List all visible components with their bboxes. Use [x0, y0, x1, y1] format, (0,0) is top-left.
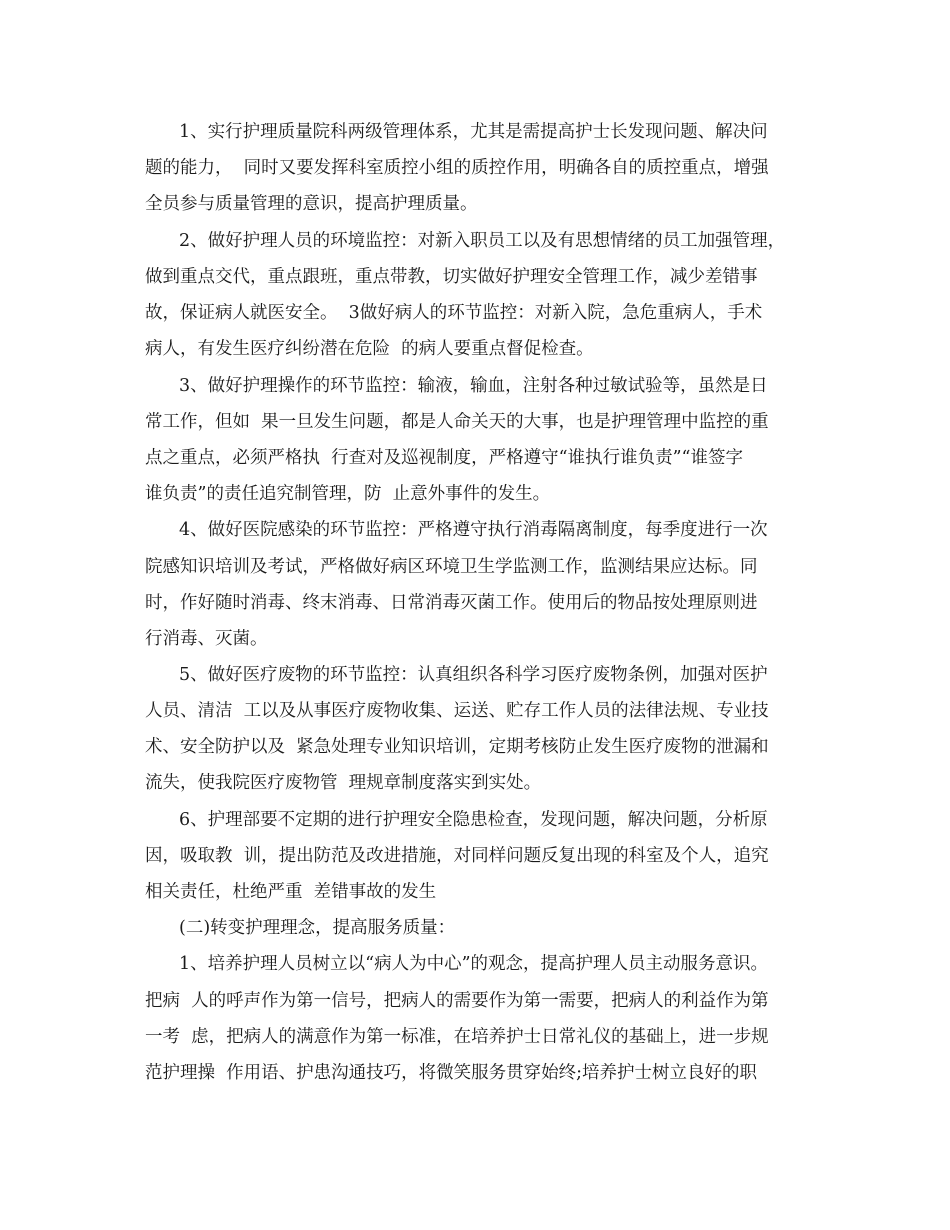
paragraph-line: 人员、清洁 工以及从事医疗废物收集、运送、贮存工作人员的法律法规、专业技: [145, 701, 769, 721]
paragraph-line: 院感知识培训及考试，严格做好病区环境卫生学监测工作，监测结果应达标。同: [145, 557, 758, 577]
paragraph-line: 1、实行护理质量院科两级管理体系，尤其是需提高护士长发现问题、解决问: [179, 122, 768, 142]
paragraph-line: 5、做好医疗废物的环节监控：认真组织各科学习医疗废物条例，加强对医护: [179, 665, 768, 685]
paragraph-line: 故，保证病人就医安全。 3做好病人的环节监控：对新入院，急危重病人，手术: [145, 303, 763, 323]
paragraph-line: 把病 人的呼声作为第一信号，把病人的需要作为第一需要，把病人的利益作为第: [145, 991, 769, 1011]
paragraph-line: 范护理操 作用语、护患沟通技巧，将微笑服务贯穿始终;培养护士树立良好的职: [145, 1063, 758, 1083]
paragraph-line: 病人，有发生医疗纠纷潜在危险 的病人要重点督促检查。: [145, 339, 594, 359]
paragraph-line: 时，作好随时消毒、终末消毒、日常消毒灭菌工作。使用后的物品按处理原则进: [145, 593, 758, 613]
paragraph-line: 相关责任，杜绝严重 差错事故的发生: [145, 882, 437, 902]
paragraph-line: 术、安全防护以及 紧急处理专业知识培训，定期考核防止发生医疗废物的泄漏和: [145, 737, 769, 757]
section-heading: (二)转变护理理念，提高服务质量：: [179, 918, 456, 938]
paragraph-line: 做到重点交代，重点跟班，重点带教，切实做好护理安全管理工作，减少差错事: [145, 267, 758, 287]
paragraph-line: 6、护理部要不定期的进行护理安全隐患检查，发现问题，解决问题，分析原: [179, 810, 768, 830]
paragraph-line: 流失，使我院医疗废物管 理规章制度落实到实处。: [145, 773, 542, 793]
paragraph-line: 常工作，但如 果一旦发生问题，都是人命关天的大事，也是护理管理中监控的重: [145, 412, 769, 432]
paragraph-line: 3、做好护理操作的环节监控：输液，输血，注射各种过敏试验等，虽然是日: [179, 376, 768, 396]
paragraph-line: 2、做好护理人员的环境监控：对新入职员工以及有思想情绪的员工加强管理，: [179, 231, 786, 251]
paragraph-line: 因，吸取教 训，提出防范及改进措施，对同样问题反复出现的科室及个人，追究: [145, 846, 769, 866]
paragraph-line: 点之重点，必须严格执 行查对及巡视制度，严格遵守“谁执行谁负责”“谁签字: [145, 448, 743, 468]
paragraph-line: 题的能力， 同时又要发挥科室质控小组的质控作用，明确各自的质控重点，增强: [145, 158, 769, 178]
paragraph-line: 谁负责”的责任追究制管理，防 止意外事件的发生。: [145, 484, 551, 504]
paragraph-line: 一考 虑，把病人的满意作为第一标准，在培养护士日常礼仪的基础上，进一步规: [145, 1027, 769, 1047]
paragraph-line: 全员参与质量管理的意识，提高护理质量。: [145, 194, 478, 214]
paragraph-line: 4、做好医院感染的环节监控：严格遵守执行消毒隔离制度，每季度进行一次: [179, 520, 768, 540]
paragraph-line: 1、培养护理人员树立以“病人为中心”的观念，提高护理人员主动服务意识。: [179, 954, 769, 974]
paragraph-line: 行消毒、灭菌。: [145, 629, 268, 649]
